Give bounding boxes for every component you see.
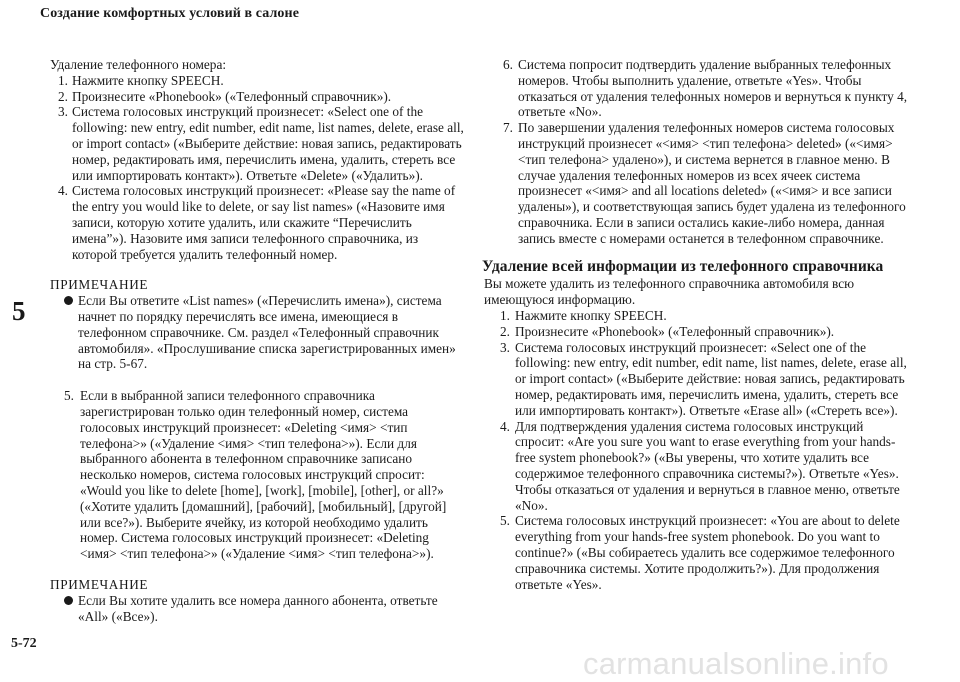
note-heading: ПРИМЕЧАНИЕ [50,277,149,293]
step-text: Система попросит подтвердить удаление выбранных телефонных номеров. Чтобы выполнить удаление, ответьте «Yes». Чтобы отказаться от удаления телефонных номеров и вернуться к пункту 4, ответьте «No». [518,57,908,120]
list-item [484,419,908,514]
bullet-dot-icon [64,596,73,605]
step-text: Система голосовых инструкций произнесет: «Select one of the following: new entry, edit number, edit name, list names, delete, erase all, or import contact» («Выберите действие: новая запись, редактировать номер, редактировать имя, перечислить имена, удалить, стереть все или импортировать контакт»). Ответьте «Delete» («Удалить»). [72,104,464,183]
list-item [484,340,908,419]
step-text: Нажмите кнопку SPEECH. [515,307,667,323]
list-item [50,89,466,105]
page-number: 5-72 [11,636,37,651]
steps-list [484,308,908,592]
step-number: 4. [500,418,510,434]
list-item [484,120,908,246]
step-number: 1. [58,72,68,88]
note-bullet [50,593,466,625]
list-item [50,183,466,262]
step-number: 4. [58,183,68,199]
watermark: carmanualsonline.info [583,646,889,681]
step-text: Система голосовых инструкций произнесет: «You are about to delete everything from your hands-free system phonebook. Do you want to continue?» («Вы собираетесь удалить все содержимое телефонного справочника системы. Хотите продолжить?»). Для продолжения ответьте «Yes». [515,513,900,592]
step-number: 6. [503,57,513,72]
step-text: Если в выбранной записи телефонного справочника зарегистрирован только один телефонный номер, система голосовых инструкций произнесет: «Deleting <имя> <тип телефона>» («Удаление <имя> <тип телефона>»). Если для выбранного абонента в телефонном справочнике записано несколько номеров, система голосовых инструкций спросит: «Would you like to delete [home], [work], [mobile], [other], or all?» («Хотите удалить [домашний], [рабочий], [мобильный], [другой] или все?»). Выберите ячейку, из которой необходимо удалить номер. Система голосовых инструкций произнесет: «Deleting <имя> <тип телефона>» («Удаление <имя> <тип телефона>»). [80,388,447,562]
list-item [50,73,466,89]
step-text: Произнесите «Phonebook» («Телефонный справочник»). [72,88,392,104]
list-item [484,324,908,340]
steps-list [50,73,466,263]
step-number: 2. [500,323,510,339]
right-column [484,57,908,592]
section-heading: Удаление всей информации из телефонного справочника [482,257,884,275]
step-text: Система голосовых инструкций произнесет: «Please say the name of the entry you would like to delete, or say list names» («Назовите имя записи, которую хотите удалить, или скажите “Перечислить имена”»). Назовите имя записи телефонного справочника, из которой требуется удалить телефонный номер. [72,183,456,262]
list-item [484,57,908,120]
chapter-tab-number: 5 [12,296,26,326]
step-number: 3. [500,339,510,355]
steps-list [484,57,908,247]
step-text: По завершении удаления телефонных номеров система голосовых инструкций произнесет «<имя> <тип телефона> deleted» («<имя> <тип телефона> удалено»), и система вернется в главное меню. В случае удаления телефонных номеров из всех ячеек система произнесет «<имя> and all locations deleted» («<имя> и все записи удалены»), и соответствующая запись будет удалена из телефонного справочника. Если в записи остались какие-либо номера, данная запись вместе с номерами останется в телефонном справочнике. [518,120,906,246]
step-text: Нажмите кнопку SPEECH. [72,72,224,88]
section-intro: Вы можете удалить из телефонного справочника автомобиля всю имеющуюся информацию. [484,276,855,308]
bullet-dot-icon [64,296,73,305]
note-text: Если Вы хотите удалить все номера данного абонента, ответьте «All» («Все»). [78,592,438,624]
left-column [50,57,466,624]
list-item [50,104,466,183]
note-bullet [50,293,466,372]
list-item [50,388,466,562]
intro-text: Удаление телефонного номера: [50,57,227,72]
step-text: Произнесите «Phonebook» («Телефонный справочник»). [515,323,835,339]
step-text: Для подтверждения удаления система голосовых инструкций спросит: «Are you sure you want to erase everything from your hands-free system phonebook?» («Вы уверены, что хотите удалить все содержимое телефонного справочника системы?»). Ответьте «Yes». Чтобы отказаться от удаления и вернуться в главное меню, ответьте «No». [515,418,900,513]
step-text: Система голосовых инструкций произнесет: «Select one of the following: new entry, edit number, edit name, list names, delete, erase all, or import contact» («Выберите действие: новая запись, редактировать номер, редактировать имя, перечислить имена, удалить, стереть все или импортировать контакт»). Ответьте «Erase all» («Стереть все»). [515,339,907,418]
note-heading: ПРИМЕЧАНИЕ [50,576,149,592]
step-number: 5. [64,388,74,404]
list-item [484,513,908,592]
step-number: 3. [58,104,68,120]
step-number: 5. [500,513,510,529]
note-text: Если Вы ответите «List names» («Перечислить имена»), система начнет по порядку перечислять все имена, имеющиеся в телефонном справочнике. См. раздел «Телефонный справочник автомобиля». «Прослушивание списка зарегистрированных имен» на стр. 5-67. [78,293,456,372]
step-number: 7. [503,120,513,136]
list-item [484,308,908,324]
step-number: 2. [58,88,68,104]
step-number: 1. [500,307,510,323]
page-header-title: Создание комфортных условий в салоне [40,6,300,21]
